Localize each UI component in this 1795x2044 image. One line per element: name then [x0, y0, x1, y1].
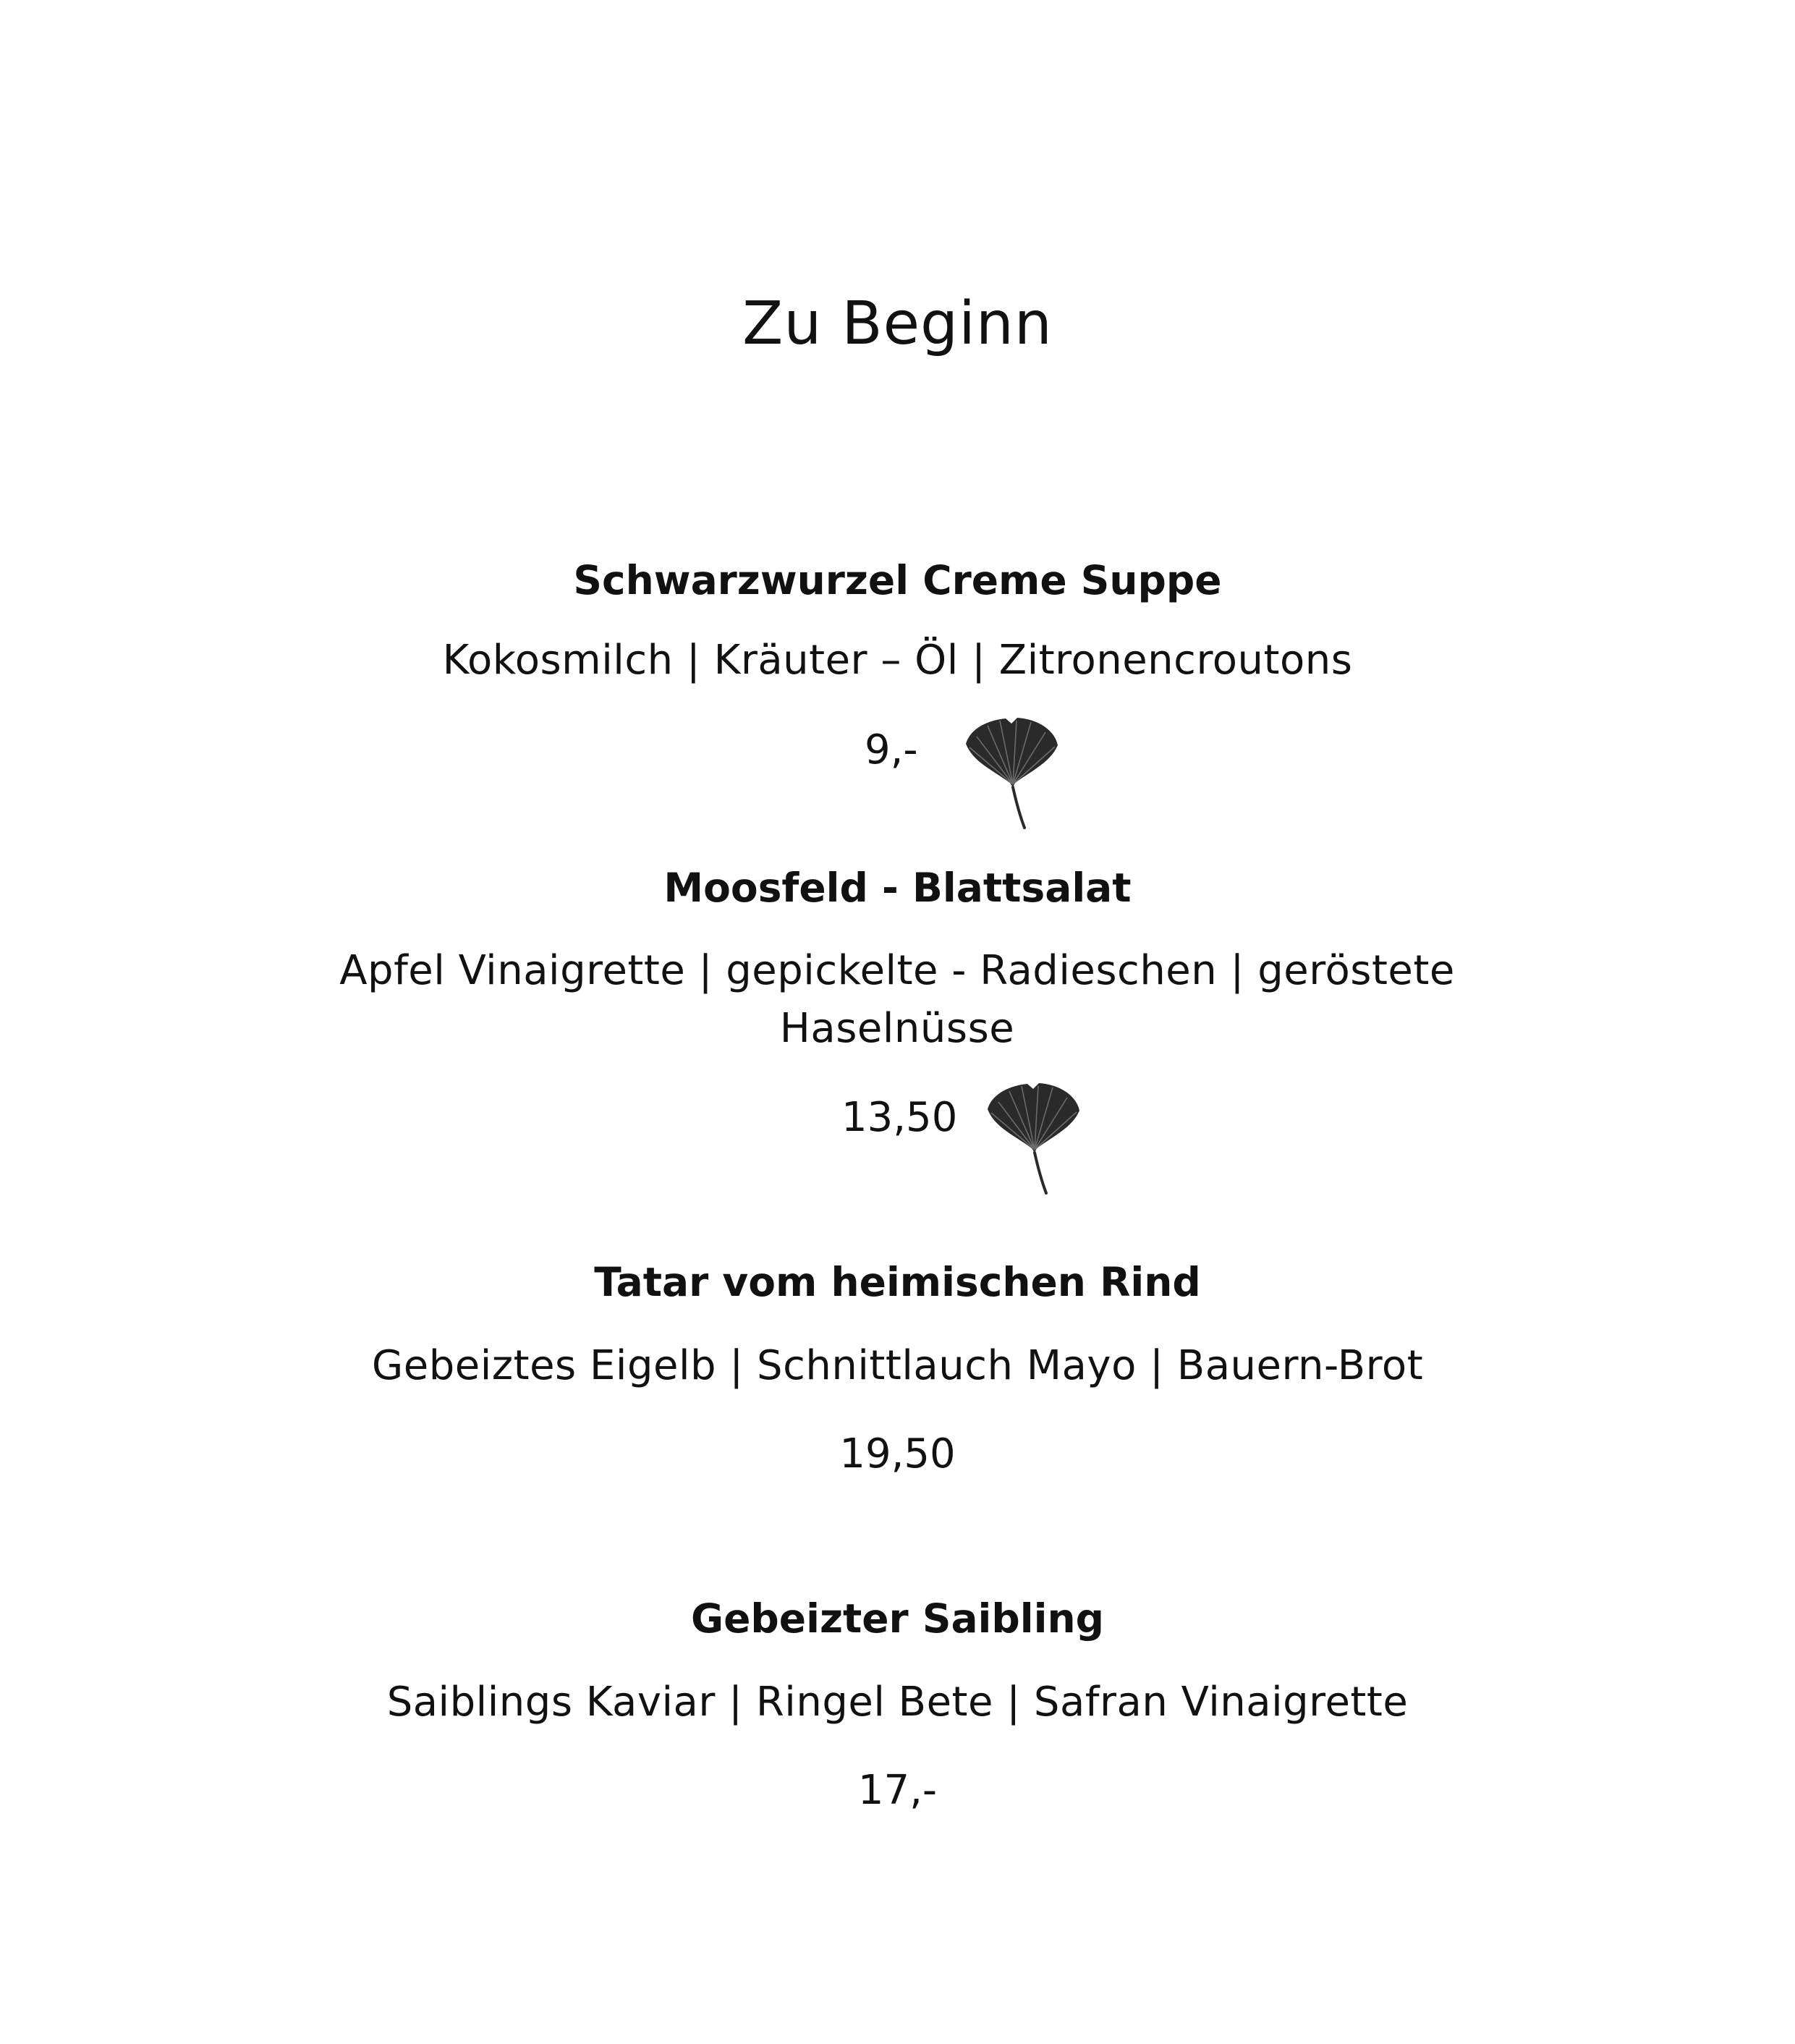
page-title: Zu Beginn [742, 289, 1053, 358]
dish-price: 19,50 [839, 1430, 956, 1477]
dish-name: Schwarzwurzel Creme Suppe [573, 557, 1222, 603]
dish-name: Gebeizter Saibling [690, 1595, 1105, 1642]
dish-price: 17,- [857, 1767, 938, 1814]
dish-description: Kokosmilch | Kräuter – Öl | Zitronencroutons [442, 637, 1353, 684]
ginkgo-leaf-icon [951, 695, 1074, 832]
price-row [0, 695, 1795, 832]
dish-description: Apfel Vinaigrette | gepickelte - Radieschen | geröstete Haselnüsse [339, 947, 1455, 1052]
dish-price: 13,50 [841, 1094, 958, 1141]
price-row [0, 1060, 1795, 1197]
dish-name: Moosfeld - Blattsalat [663, 865, 1132, 911]
dish-description: Saiblings Kaviar | Ringel Bete | Safran Vinaigrette [386, 1679, 1409, 1726]
dish-description: Gebeiztes Eigelb | Schnittlauch Mayo | Bauern-Brot [371, 1342, 1424, 1389]
dish-price: 9,- [865, 726, 918, 773]
dish-name: Tatar vom heimischen Rind [594, 1259, 1201, 1305]
ginkgo-leaf-icon [973, 1060, 1096, 1197]
